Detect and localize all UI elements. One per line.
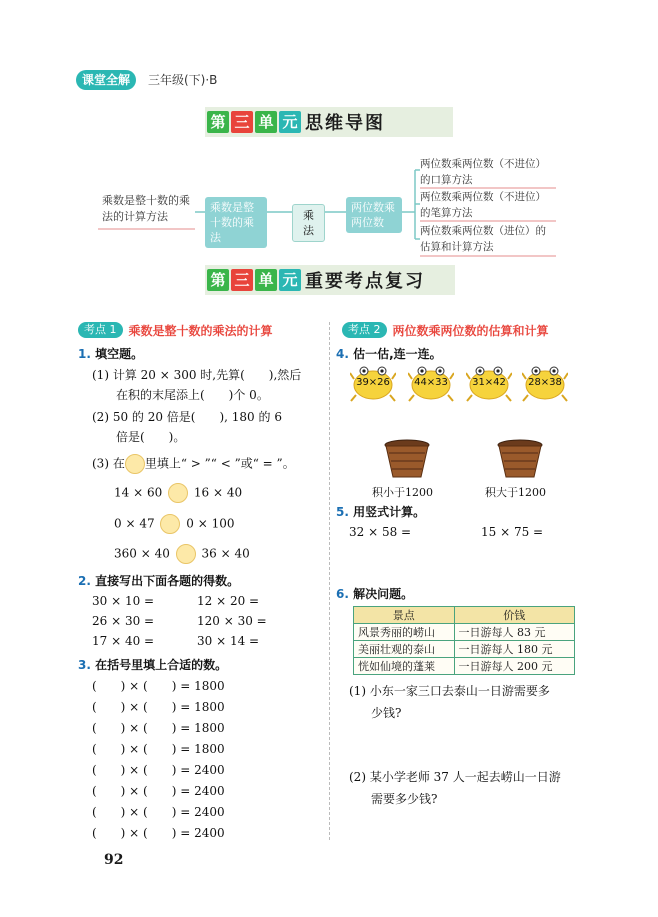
basket-label: 积大于1200 <box>485 486 546 499</box>
question-title: 估一估,连一连。 <box>353 347 442 361</box>
q1-line <box>92 454 295 474</box>
banner-char: 三 <box>231 111 253 133</box>
question-3-heading <box>78 656 227 673</box>
answer-circle[interactable] <box>176 544 196 564</box>
fill-row: ( ) × ( ) = 1800 <box>92 721 225 735</box>
problem-line: 少钱? <box>371 706 402 720</box>
review-banner <box>205 265 455 295</box>
mindmap-node-integer-tens: 乘数是整十数的乘法 <box>205 197 267 248</box>
question-title: 用竖式计算。 <box>353 505 426 519</box>
fill-row: ( ) × ( ) = 2400 <box>92 763 225 777</box>
q1-line: 在积的末尾添上( )个 0。 <box>116 388 269 402</box>
problem-line: 需要多少钱? <box>371 792 438 806</box>
comparison-row <box>114 544 250 564</box>
column-divider <box>329 322 330 840</box>
mindmap-leaf: 两位数乘两位数（进位）的估算和计算方法 <box>420 225 546 253</box>
kd-badge: 考点 2 <box>342 322 387 338</box>
calc-item: 120 × 30 = <box>197 614 267 628</box>
answer-circle[interactable] <box>168 483 188 503</box>
price-table <box>353 606 575 675</box>
question-title: 在括号里填上合适的数。 <box>95 658 228 672</box>
table-row <box>354 624 575 641</box>
q1-line: (2) 50 的 20 倍是( ), 180 的 6 <box>92 410 282 424</box>
q1-s3-suffix: 里填上“ > ”“ < ”或“ = ”。 <box>144 456 295 471</box>
comparison-right: 36 × 40 <box>201 546 250 561</box>
question-4-heading <box>336 345 442 362</box>
mindmap-root: 乘数是整十数的乘法的计算方法 <box>102 194 190 223</box>
question-number: 5. <box>336 505 349 519</box>
comparison-right: 0 × 100 <box>186 516 235 531</box>
q1-s3-prefix: (3) 在 <box>92 456 125 471</box>
calc-item: 30 × 10 = <box>92 594 155 608</box>
kd-title: 两位数乘两位数的估算和计算 <box>392 323 549 338</box>
crab-expression: 39×26 <box>356 377 390 388</box>
comparison-row <box>114 514 234 534</box>
crab-expression: 44×33 <box>414 377 448 388</box>
crab-expression: 31×42 <box>472 377 506 388</box>
vertical-calc-item: 32 × 58 = <box>349 525 412 539</box>
comparison-left: 360 × 40 <box>114 546 170 561</box>
q1-line: 倍是( )。 <box>116 430 186 444</box>
banner-title: 重要考点复习 <box>305 271 425 292</box>
calc-item: 12 × 20 = <box>197 594 260 608</box>
question-5-heading <box>336 503 425 520</box>
comparison-left: 0 × 47 <box>114 516 155 531</box>
mindmap-leaf: 两位数乘两位数（不进位）的笔算方法 <box>420 191 546 219</box>
banner-char: 三 <box>231 269 253 291</box>
table-cell: 风景秀丽的崂山 <box>354 624 455 641</box>
table-header: 景点 <box>354 607 455 624</box>
table-row <box>354 641 575 658</box>
table-cell: 一日游每人 200 元 <box>454 658 574 675</box>
calc-item: 17 × 40 = <box>92 634 155 648</box>
calc-item: 30 × 14 = <box>197 634 260 648</box>
question-number: 1. <box>78 347 91 361</box>
fill-row: ( ) × ( ) = 2400 <box>92 805 225 819</box>
fill-row: ( ) × ( ) = 1800 <box>92 742 225 756</box>
question-number: 3. <box>78 658 91 672</box>
vertical-calc-item: 15 × 75 = <box>481 525 544 539</box>
question-2-heading <box>78 572 239 589</box>
question-1-heading <box>78 345 143 362</box>
question-number: 6. <box>336 587 349 601</box>
answer-circle[interactable] <box>160 514 180 534</box>
question-title: 解决问题。 <box>353 587 414 601</box>
kd-badge: 考点 1 <box>78 322 123 338</box>
table-cell: 一日游每人 180 元 <box>454 641 574 658</box>
basket-icon[interactable] <box>496 439 544 479</box>
banner-char: 单 <box>255 111 277 133</box>
problem-line: (2) 某小学老师 37 人一起去崂山一日游 <box>349 770 561 784</box>
fill-row: ( ) × ( ) = 2400 <box>92 826 225 840</box>
banner-char: 元 <box>279 111 301 133</box>
table-row <box>354 658 575 675</box>
mindmap-leaf: 两位数乘两位数（不进位）的口算方法 <box>420 158 546 186</box>
banner-title: 思维导图 <box>305 113 385 134</box>
table-header: 价钱 <box>454 607 574 624</box>
basket-label: 积小于1200 <box>372 486 433 499</box>
table-cell: 美丽壮观的泰山 <box>354 641 455 658</box>
comparison-right: 16 × 40 <box>193 485 243 500</box>
table-header-row <box>354 607 575 624</box>
answer-circle <box>125 454 145 474</box>
question-6-heading <box>336 585 413 602</box>
crab-expression: 28×38 <box>528 377 562 388</box>
crab-card[interactable] <box>350 365 396 403</box>
section-heading-2 <box>342 322 549 338</box>
question-number: 4. <box>336 347 349 361</box>
page-number: 92 <box>104 852 124 868</box>
crab-card[interactable] <box>408 365 454 403</box>
comparison-row <box>114 483 242 503</box>
question-title: 直接写出下面各题的得数。 <box>95 574 240 588</box>
table-cell: 一日游每人 83 元 <box>454 624 574 641</box>
mindmap-node-two-digit: 两位数乘两位数 <box>346 197 402 233</box>
basket-icon[interactable] <box>383 439 431 479</box>
brand-logo: 课堂全解 <box>76 70 136 90</box>
grade-label: 三年级(下)·B <box>148 73 218 87</box>
banner-char: 元 <box>279 269 301 291</box>
q1-line: (1) 计算 20 × 300 时,先算( ),然后 <box>92 368 302 382</box>
banner-char: 第 <box>207 111 229 133</box>
question-title: 填空题。 <box>95 347 144 361</box>
fill-row: ( ) × ( ) = 1800 <box>92 679 225 693</box>
fill-row: ( ) × ( ) = 2400 <box>92 784 225 798</box>
kd-title: 乘数是整十数的乘法的计算 <box>128 323 273 338</box>
section-heading-1 <box>78 322 273 338</box>
comparison-left: 14 × 60 <box>114 485 163 500</box>
crab-card[interactable] <box>522 365 568 403</box>
mindmap-center: 乘法 <box>292 204 325 242</box>
banner-char: 第 <box>207 269 229 291</box>
crab-card[interactable] <box>466 365 512 403</box>
table-cell: 恍如仙境的蓬莱 <box>354 658 455 675</box>
problem-line: (1) 小东一家三口去泰山一日游需要多 <box>349 684 550 698</box>
banner-char: 单 <box>255 269 277 291</box>
question-number: 2. <box>78 574 91 588</box>
calc-item: 26 × 30 = <box>92 614 155 628</box>
fill-row: ( ) × ( ) = 1800 <box>92 700 225 714</box>
